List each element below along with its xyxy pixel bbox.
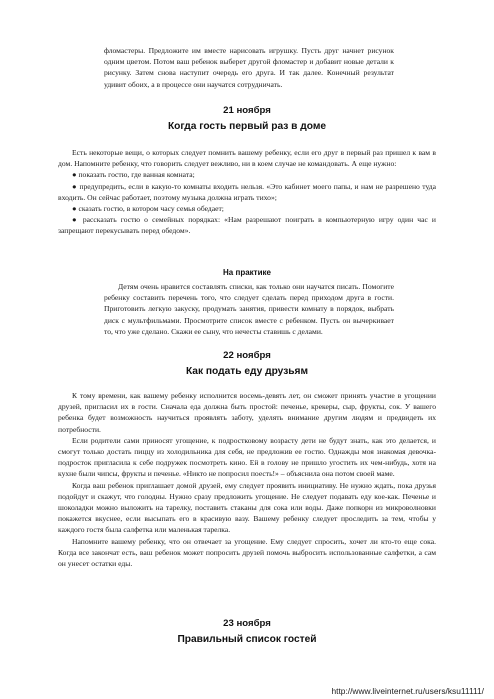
section1-body <box>58 147 436 237</box>
intro-text: фломастеры. Предложите им вместе нарисовать игрушку. Пусть друг начнет рисунок одним цветом. Потом ваш ребенок выберет другой фломастер и добавит новые детали к рисунку. Затем снова наступит очередь его друга. И так далее. Конечный результат удивит обоих, а в процессе они научатся сотрудничать. <box>104 46 394 89</box>
section2-paragraph: К тому времени, как вашему ребенку исполнится восемь-девять лет, он сможет принять участие в угощении друзей, пригласил их в гости. Сначала еда должна быть простой: печенье, крекеры, сыр, фрукты, сок. У вашего ребенка будет возможность научиться проявлять заботу, уделять внимание другим людям и предвидеть их потребности. <box>58 391 436 434</box>
practice-text: Детям очень нравится составлять списки, как только они научатся писать. Помогите ребенку составить перечень того, что следует сделать перед приходом друга в гости. Приготовить легкую закуску, продумать занятия, привести комнату в порядок, выбрать диск с мультфильмами. Просмотрите список вместе с ребенком. Пусть он вычеркивает то, что уже сделано. Скажи ее сыну, что нечесты ставишь с делами. <box>104 282 394 336</box>
section1-bullet: ● рассказать гостю о семейных порядках: «Нам разрешают поиграть в компьютерную игру один час и запрещают перекусывать перед обедом». <box>58 215 436 236</box>
section1-paragraph: Есть некоторые вещи, о которых следует помнить вашему ребенку, если его друг в первый раз пришел к вам в дом. Напомните ребенку, что говорить следует вежливо, ни в коем случае не командовать. А еще нужно: <box>58 148 436 169</box>
practice-box <box>104 281 394 337</box>
section1-bullet: ● сказать гостю, в котором часу семья обедает; <box>72 204 224 214</box>
practice-title: На практике <box>223 268 271 277</box>
section3-date: 23 ноября <box>223 618 271 629</box>
section2-title: Как подать еду друзьям <box>185 366 309 377</box>
section2-date: 22 ноября <box>223 350 271 361</box>
section2-paragraph: Напомните вашему ребенку, что он отвечает за угощение. Ему следует спросить, хочет ли кто-то еще сока. Когда все закончат есть, ваш ребенок может попросить друзей помочь выбросить использованные салфетки, а сам он унесет остатки еды. <box>58 536 436 569</box>
section1-title: Когда гость первый раз в доме <box>167 121 327 132</box>
section2-paragraph: Если родители сами приносят угощение, к подростковому возрасту дети не будут знать, как это делается, и смогут только достать пиццу из холодильника для себя, не предложив ее гостю. Однажды моя знакомая девочка-подросток пригласила к себе подружек посмотреть кино. Ей в голову не пришло угостить их чем-нибудь, хотя на кухне были чипсы, фрукты и печенье. «Никто не попросил поесть!» – объяснила она потом своей маме. <box>58 435 436 479</box>
footer-url: http://www.liveinternet.ru/users/ksu11111/ <box>331 686 484 696</box>
section2-paragraph: Когда ваш ребенок приглашает домой друзей, ему следует проявить инициативу. Не нужно ждать, пока друзья подойдут и скажут, что голодны. Нужно сразу предложить угощение. Не следует подавать еду кое-как. Печенье и шоколадки можно выложить на тарелку, поставить стаканы для сока или воды. Даже попкорн из микроволновки покажется вкуснее, если высыпать его в красивую вазу. Вашему ребенку следует проследить за тем, чтобы у каждого гостя была салфетка или маленькая тарелка. <box>58 480 436 535</box>
section2-body <box>58 390 436 569</box>
section3-title: Правильный список гостей <box>177 634 317 645</box>
section1-bullet: ● показать гостю, где ванная комната; <box>72 170 195 180</box>
section1-date: 21 ноября <box>223 105 271 116</box>
section1-bullet: ● предупредить, если в какую-то комнаты входить нельзя. «Это кабинет моего папы, и нам не разрешено туда входить. Он сейчас работает, поэтому музыка должна играть тихо»; <box>58 181 436 202</box>
intro-paragraph <box>104 45 394 90</box>
